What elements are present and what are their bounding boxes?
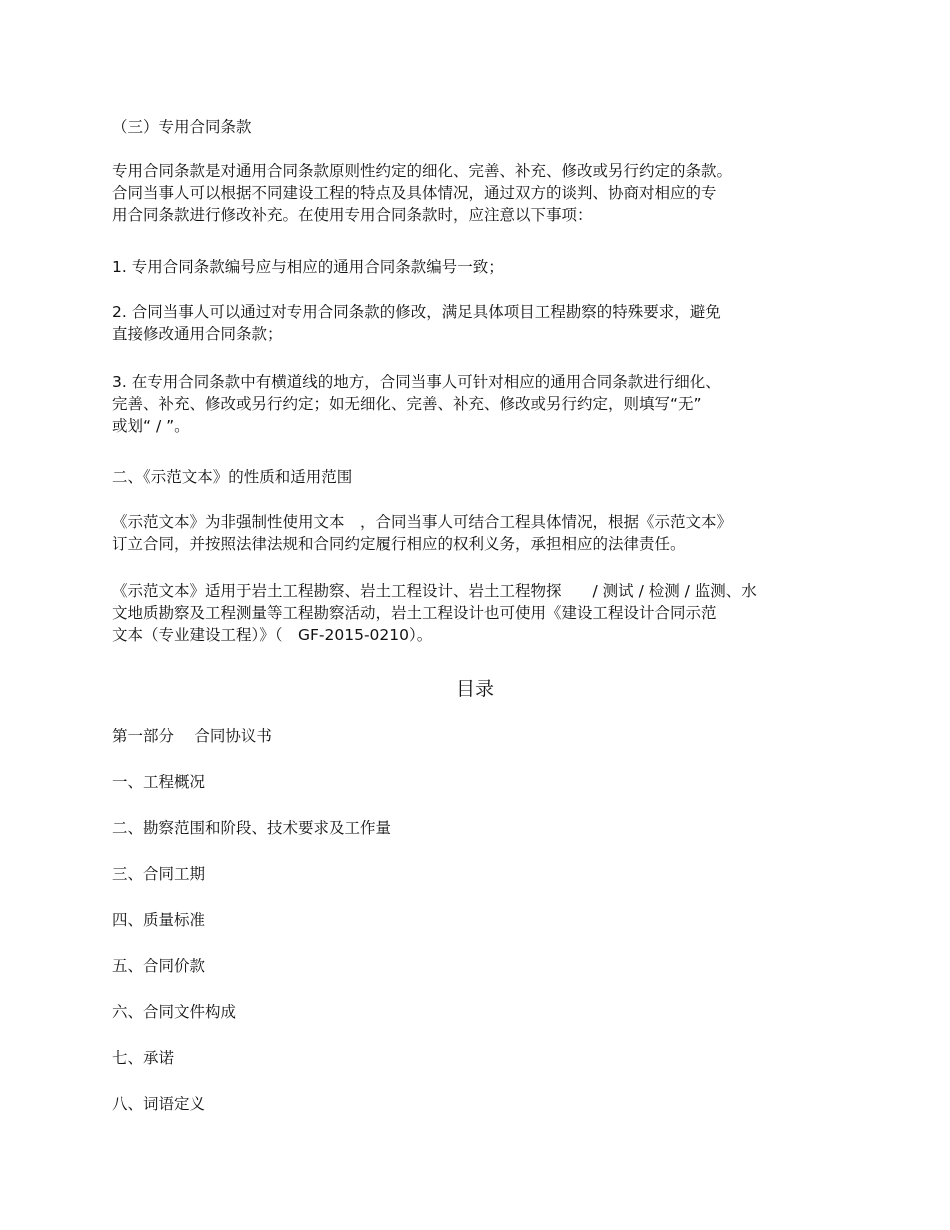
item-3-line-2: 完善、补充、修改或另行约定；如无细化、完善、补充、修改或另行约定，则填写“无” <box>112 395 702 413</box>
intro-paragraph <box>112 160 832 226</box>
item-2-line-2: 直接修改通用合同条款； <box>112 325 283 343</box>
item-2-line-1: 2. 合同当事人可以通过对专用合同条款的修改，满足具体项目工程勘察的特殊要求，避免 <box>112 303 721 321</box>
section-2-p1-line-2: 订立合同，并按照法律法规和合同约定履行相应的权利义务，承担相应的法律责任。 <box>112 535 686 553</box>
intro-line-1: 专用合同条款是对通用合同条款原则性约定的细化、完善、补充、修改或另行约定的条款。 <box>112 162 733 180</box>
item-3-line-1: 3. 在专用合同条款中有横道线的地方，合同当事人可针对相应的通用合同条款进行细化、 <box>112 373 721 391</box>
section-2-paragraph-2 <box>112 580 832 646</box>
section-2-paragraph-1 <box>112 511 832 555</box>
toc-item[interactable]: 七、承诺 <box>112 1049 175 1067</box>
intro-line-3: 用合同条款进行修改补充。在使用专用合同条款时，应注意以下事项： <box>112 206 593 224</box>
toc-part-1[interactable]: 第一部分 合同协议书 <box>112 727 272 745</box>
toc-item[interactable]: 二、勘察范围和阶段、技术要求及工作量 <box>112 819 392 837</box>
toc-item[interactable]: 八、词语定义 <box>112 1095 206 1113</box>
item-1-line-1: 1. 专用合同条款编号应与相应的通用合同条款编号一致； <box>112 258 504 276</box>
toc-item[interactable]: 一、工程概况 <box>112 773 206 791</box>
section-2-p1-line-1: 《示范文本》为非强制性使用文本 ，合同当事人可结合工程具体情况，根据《示范文本》 <box>112 513 733 531</box>
item-3-line-3: 或划“ / ”。 <box>112 417 190 435</box>
section-2-p2-line-1: 《示范文本》适用于岩土工程勘察、岩土工程设计、岩土工程物探 / 测试 / 检测 / 监测、水 <box>112 582 757 600</box>
toc-item[interactable]: 六、合同文件构成 <box>112 1003 237 1021</box>
item-1 <box>112 256 832 278</box>
item-3 <box>112 371 832 437</box>
section-2-p2-line-3: 文本（专业建设工程）》（ GF-2015-0210）。 <box>112 626 433 644</box>
section-2-heading: 二、《示范文本》的性质和适用范围 <box>112 468 353 486</box>
section-2-p2-line-2: 文地质勘察及工程测量等工程勘察活动，岩土工程设计也可使用《建设工程设计合同示范 <box>112 604 717 622</box>
toc-item[interactable]: 四、质量标准 <box>112 911 206 929</box>
section-heading: （三）专用合同条款 <box>112 118 252 136</box>
toc-item[interactable]: 三、合同工期 <box>112 865 206 883</box>
toc-item[interactable]: 五、合同价款 <box>112 957 206 975</box>
toc-title: 目录 <box>455 678 494 700</box>
item-2 <box>112 301 832 345</box>
intro-line-2: 合同当事人可以根据不同建设工程的特点及具体情况，通过双方的谈判、协商对相应的专 <box>112 184 717 202</box>
